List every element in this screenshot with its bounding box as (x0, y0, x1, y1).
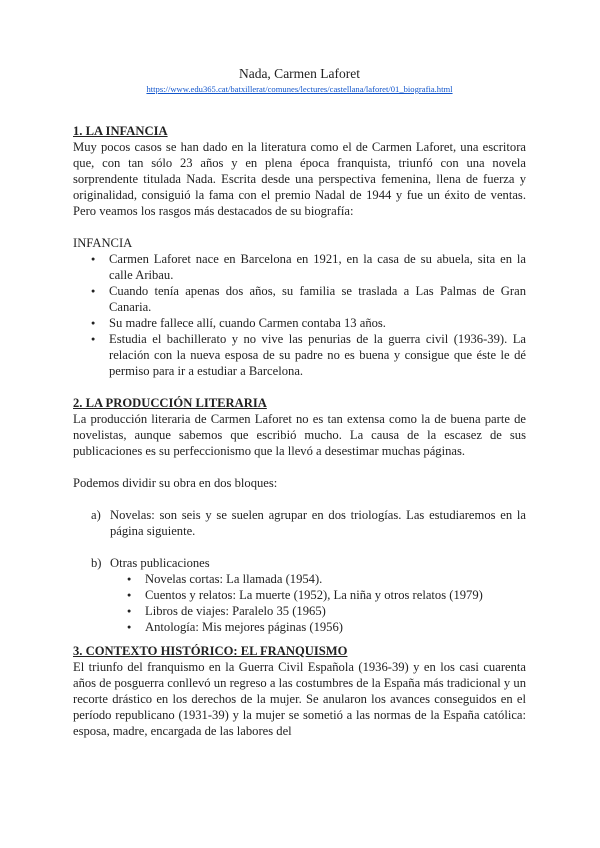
list-item: ● Cuando tenía apenas dos años, su familia se traslada a Las Palmas de Gran Canaria. (109, 283, 526, 315)
list-item-b (73, 555, 526, 571)
document-title: Nada, Carmen Laforet (238, 66, 361, 81)
section-1-subheading: INFANCIA (73, 236, 133, 250)
list-item-b-text: Otras publicaciones (110, 556, 210, 570)
list-item-a-text: Novelas: son seis y se suelen agrupar en dos triologías. Las estudiaremos en la página siguiente. (110, 508, 526, 538)
section-1-intro: Muy pocos casos se han dado en la literatura como el de Carmen Laforet, una escritora que, con tan sólo 23 años y en plena época franquista, triunfó con una novela sorprendente titulada Nada. Escrita desde una perspectiva femenina, llena de fuerza y originalidad, consiguió la fama con el premio Nadal de 1944 y fue un éxito de ventas. Pero veamos los rasgos más destacados de su biografía: (73, 140, 526, 218)
list-marker-a: a) (91, 508, 101, 522)
list-item: ● Novelas cortas: La llamada (1954). (145, 571, 526, 587)
section-1-heading: 1. LA INFANCIA (73, 124, 168, 138)
list-item: ● Estudia el bachillerato y no vive las penurias de la guerra civil (1936-39). La relación con la nueva esposa de su padre no es buena y consigue que éste le dé permiso para ir a estudiar a Barcelona. (109, 331, 526, 379)
infancia-list (73, 251, 526, 379)
list-item: ● Libros de viajes: Paralelo 35 (1965) (145, 603, 526, 619)
list-item: ● Su madre fallece allí, cuando Carmen contaba 13 años. (109, 315, 526, 331)
list-item: ● Antología: Mis mejores páginas (1956) (145, 619, 526, 635)
source-link[interactable]: https://www.edu365.cat/batxillerat/comunes/lectures/castellana/laforet/01_biografia.html (146, 84, 453, 94)
list-marker-b: b) (91, 556, 102, 570)
section-2-blocks-intro: Podemos dividir su obra en dos bloques: (73, 476, 278, 490)
section-2-heading: 2. LA PRODUCCIÓN LITERARIA (73, 396, 267, 410)
section-3-text: El triunfo del franquismo en la Guerra Civil Española (1936-39) y en los casi cuarenta años de posguerra conllevó un regreso a las costumbres de la España más tradicional y un recorte drástico en los derechos de la mujer. Se anularon los avances conseguidos en el período republicano (1931-39) y la mujer se sometió a las normas de la España católica: esposa, madre, encargada de las labores del (73, 660, 526, 738)
source-url (73, 84, 526, 95)
section-3-heading: 3. CONTEXTO HISTÓRICO: EL FRANQUISMO (73, 644, 348, 658)
otras-publicaciones-list (73, 571, 526, 635)
list-item-a (73, 507, 526, 539)
section-2-intro: La producción literaria de Carmen Laforet no es tan extensa como la de buena parte de novelistas, aunque sabemos que escribió mucho. La causa de la escasez de sus publicaciones es su perfeccionismo que la llevó a desestimar muchas páginas. (73, 412, 526, 458)
list-item: ● Cuentos y relatos: La muerte (1952), La niña y otros relatos (1979) (145, 587, 526, 603)
list-item: ● Carmen Laforet nace en Barcelona en 1921, en la casa de su abuela, sita en la calle Aribau. (109, 251, 526, 283)
